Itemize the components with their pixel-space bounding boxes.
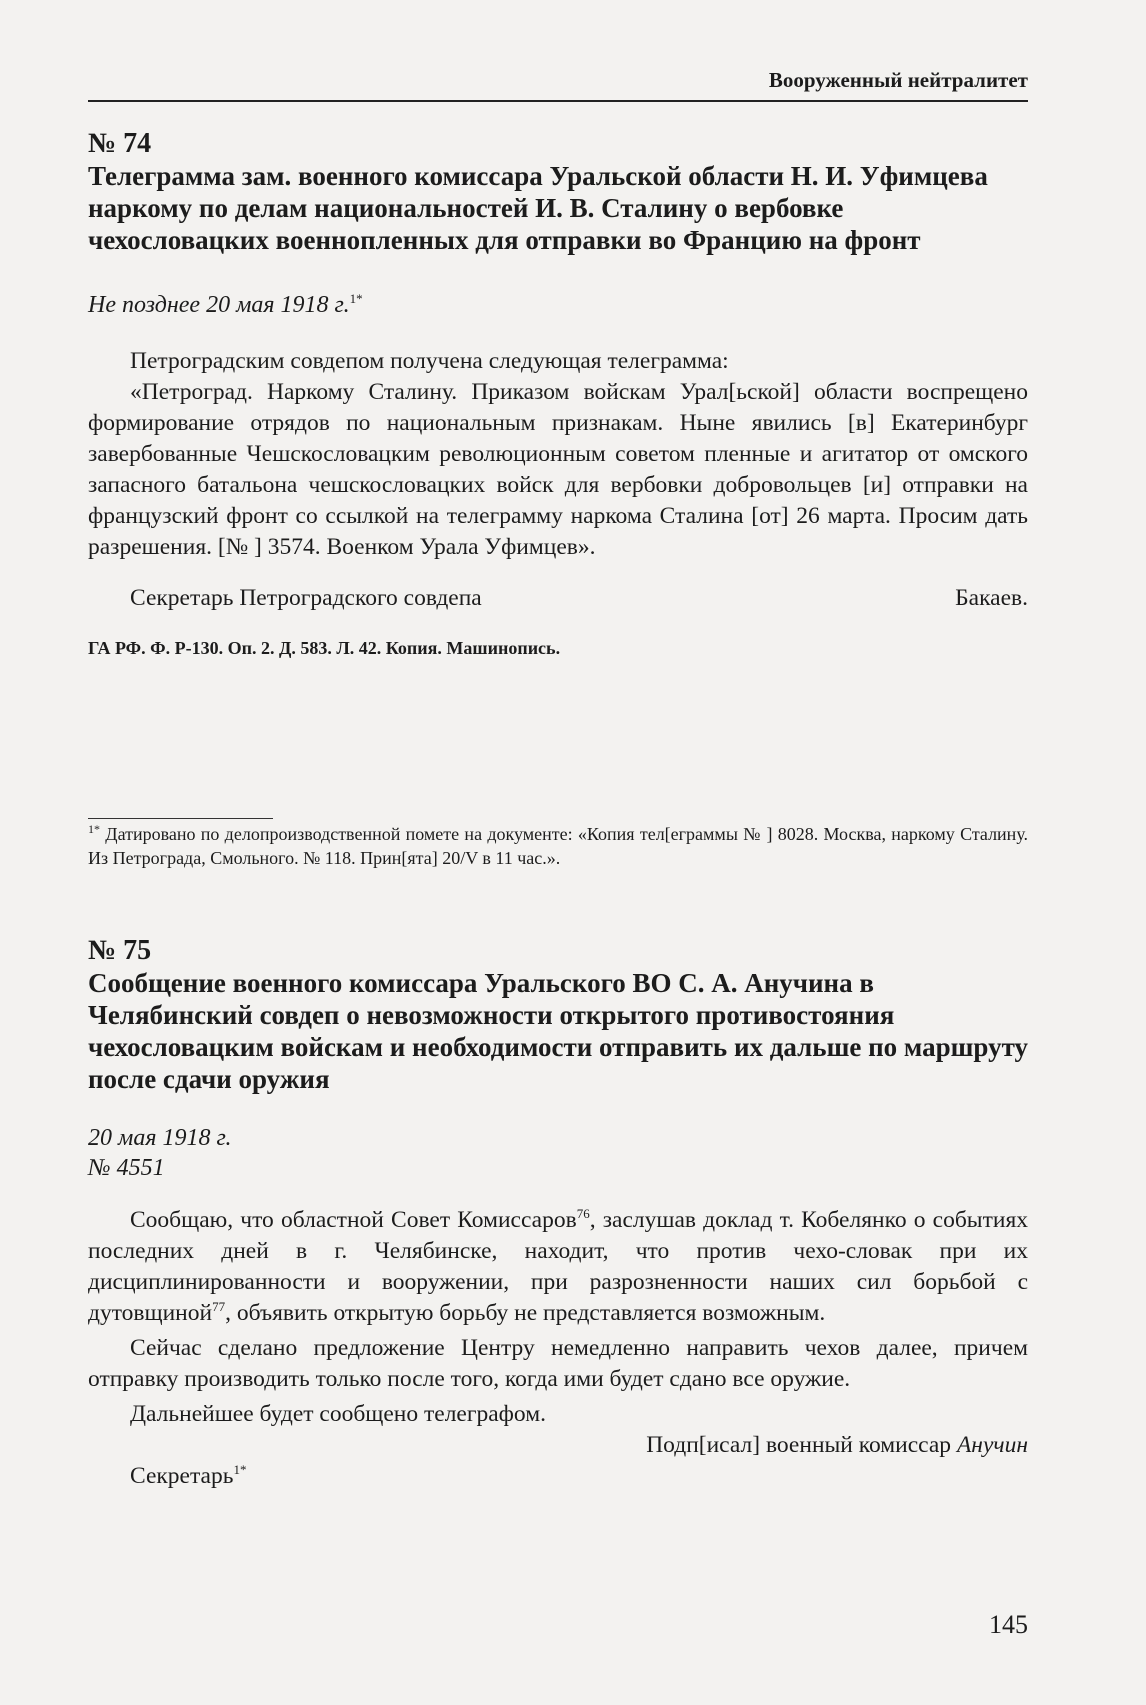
doc-75-paragraph-3: Дальнейшее будет сообщено телеграфом. — [130, 1401, 546, 1427]
running-head: Вооруженный нейтралитет — [768, 68, 1028, 92]
doc-74-signature — [88, 583, 1028, 614]
doc-75-signed-prefix: Подп[исал] военный комиссар — [646, 1432, 957, 1458]
doc-75-doc-number: № 4551 — [88, 1155, 165, 1181]
doc-75-secretary-footnote-ref: 1* — [233, 1462, 247, 1478]
doc-74-title: Телеграмма зам. военного комиссара Уральской области Н. И. Уфимцева наркому по делам национальностей И. В. Сталину о вербовке чехословацких военнопленных для отправки во Францию на фронт — [88, 161, 988, 255]
footnote-ref-77: 77 — [212, 1299, 226, 1315]
document-75 — [88, 935, 1028, 1492]
doc-74-date-text: Не позднее 20 мая 1918 г. — [88, 292, 350, 318]
doc-75-paragraph-1 — [88, 1205, 1028, 1329]
footnote-mark: 1* — [88, 822, 100, 836]
doc-74-date — [88, 290, 1028, 320]
doc-75-title: Сообщение военного комиссара Уральского ВО С. А. Анучина в Челябинский совдеп о невозможности открытого противостояния чехословацким войскам и необходимости отправить их дальше по маршруту после сдачи оружия — [88, 968, 1028, 1094]
doc-75-secretary-label: Секретарь — [130, 1463, 234, 1489]
doc-75-date: 20 мая 1918 г. — [88, 1125, 232, 1151]
doc-74-intro: Петроградским совдепом получена следующая телеграмма: — [130, 348, 729, 374]
page-number: 145 — [989, 1610, 1028, 1639]
doc-75-p1-part-b: , заслушав доклад т. Кобелянко о событиях последних дней в г. Челябинске, находит, что против чехо-словак при их дисциплинированности и вооружении, при разрозненности наших сил борьбой с дутовщиной — [88, 1207, 1029, 1326]
header-rule — [88, 100, 1028, 102]
doc-74-telegram: «Петроград. Наркому Сталину. Приказом войскам Урал[ьской] области воспрещено формирование отрядов по национальным признакам. Ныне явились [в] Екатеринбург завербованные Чешскословацким революционным советом пленные и агитатор от омского запасного батальона чешскословацких войск для вербовки добровольцев [и] отправки на французский фронт со ссылкой на телеграмму наркома Сталина [от] 26 марта. Просим дать разрешения. [№ ] 3574. Военком Урала Уфимцев». — [88, 379, 1028, 560]
footnote-rule — [88, 818, 273, 819]
doc-75-p1-part-c: , объявить открытую борьбу не представляется возможным. — [225, 1300, 826, 1326]
doc-75-signed — [88, 1430, 1028, 1461]
doc-75-secretary — [88, 1461, 1028, 1492]
doc-74-footnote — [88, 822, 1028, 870]
footnote-text: Датировано по делопроизводственной помете на документе: «Копия тел[еграммы № ] 8028. Москва, наркому Сталину. Из Петрограда, Смольного. № 118. Прин[ята] 20/V в 11 час.». — [88, 824, 1029, 868]
doc-75-p1-part-a: Сообщаю, что областной Совет Комиссаров — [130, 1207, 577, 1233]
doc-74-signature-name: Бакаев. — [955, 585, 1028, 611]
doc-74-body — [88, 346, 1028, 563]
doc-75-signed-name: Анучин — [956, 1432, 1028, 1458]
document-74 — [88, 128, 1028, 660]
doc-74-date-footnote-ref: 1* — [349, 291, 363, 306]
doc-74-signature-title: Секретарь Петроградского совдепа — [130, 585, 482, 611]
doc-74-number: № 74 — [88, 128, 152, 159]
doc-75-secretary-line — [88, 1461, 1028, 1492]
doc-75-number: № 75 — [88, 935, 152, 966]
doc-74-archive-source: ГА РФ. Ф. Р-130. Оп. 2. Д. 583. Л. 42. Копия. Машинопись. — [88, 638, 561, 658]
doc-75-body — [88, 1205, 1028, 1430]
doc-75-paragraph-2: Сейчас сделано предложение Центру немедленно направить чехов далее, причем отправку производить только после того, когда ими будет сдано все оружие. — [88, 1335, 1028, 1392]
footnote-ref-76: 76 — [576, 1206, 590, 1222]
